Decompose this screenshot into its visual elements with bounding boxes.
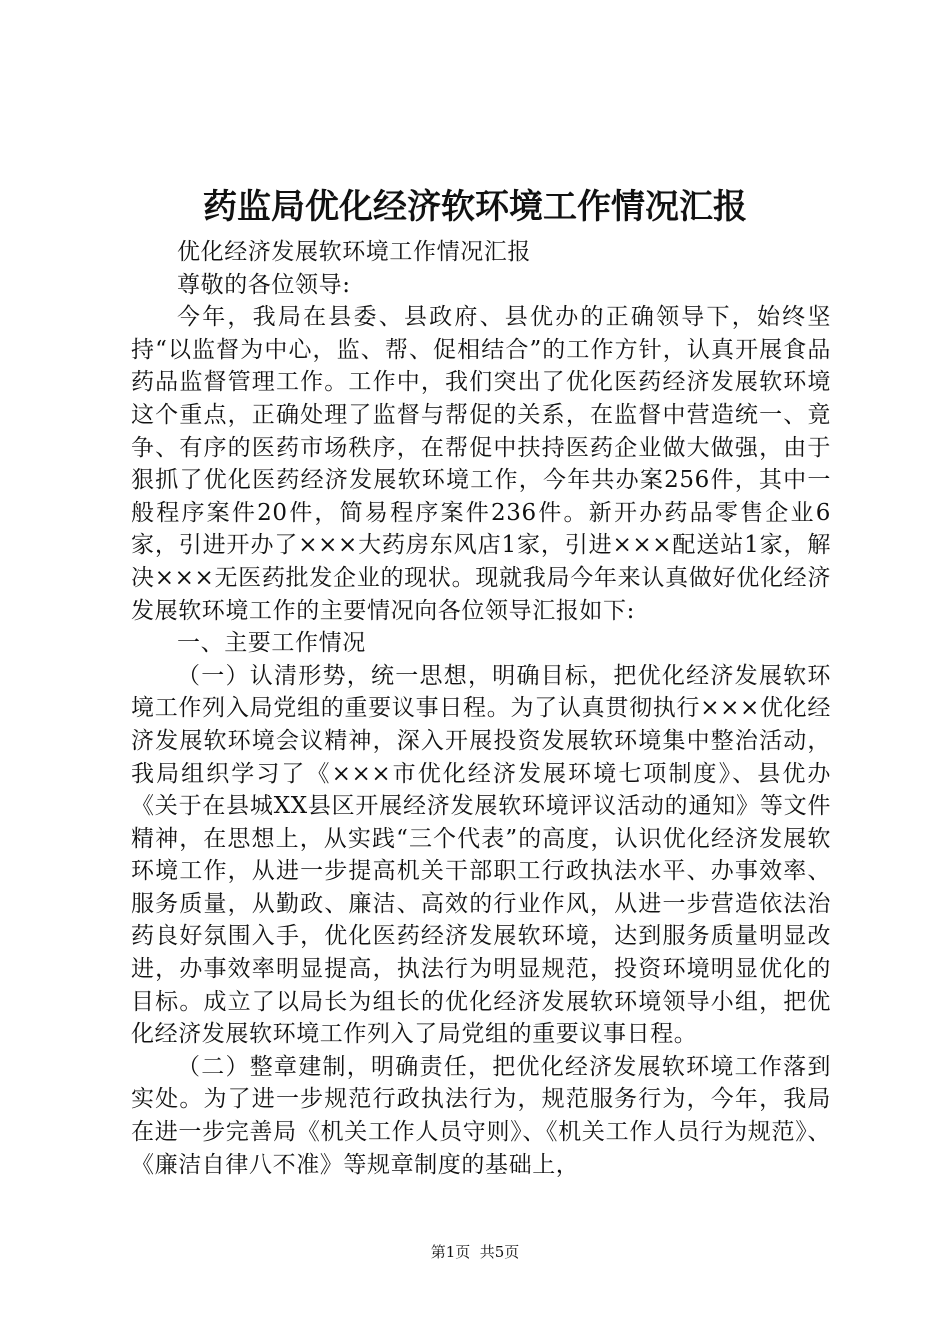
- page-footer: [0, 1242, 950, 1262]
- section-2-paragraph: （二）整章建制，明确责任，把优化经济发展软环境工作落到实处。为了进一步规范行政执法行为，规范服务行为，今年，我局在进一步完善局《机关工作人员守则》、《机关工作人员行为规范》、《廉洁自律八不准》等规章制度的基础上，: [131, 1053, 831, 1178]
- document-body: [131, 236, 831, 1181]
- section-heading: 一、主要工作情况: [177, 630, 366, 657]
- salutation-paragraph: 尊敬的各位领导:: [177, 271, 351, 298]
- section-1-paragraph: （一）认清形势，统一思想，明确目标，把优化经济发展软环境工作列入局党组的重要议事日程。为了认真贯彻执行×××优化经济发展软环境会议精神，深入开展投资发展软环境集中整治活动，我局组织学习了《×××市优化经济发展环境七项制度》、县优办《关于在县城XX县区开展经济发展软环境评议活动的通知》等文件精神，在思想上，从实践“三个代表”的高度，认识优化经济发展软环境工作，从进一步提高机关干部职工行政执法水平、办事效率、服务质量，从勤政、廉洁、高效的行业作风，从进一步营造依法治药良好氛围入手，优化医药经济发展软环境，达到服务质量明显改进，办事效率明显提高，执法行为明显规范，投资环境明显优化的目标。成立了以局长为组长的优化经济发展软环境领导小组，把优化经济发展软环境工作列入了局党组的重要议事日程。: [131, 662, 831, 1048]
- intro-paragraph: 今年，我局在县委、县政府、县优办的正确领导下，始终坚持“以监督为中心，监、帮、促相结合”的工作方针，认真开展食品药品监督管理工作。工作中，我们突出了优化医药经济发展软环境这个重点，正确处理了监督与帮促的关系，在监督中营造统一、竟争、有序的医药市场秩序，在帮促中扶持医药企业做大做强，由于狠抓了优化医药经济发展软环境工作，今年共办案256件，其中一般程序案件20件，简易程序案件236件。新开办药品零售企业6家，引进开办了×××大药房东风店1家，引进×××配送站1家，解决×××无医药批发企业的现状。现就我局今年来认真做好优化经济发展软环境工作的主要情况向各位领导汇报如下:: [131, 304, 831, 624]
- document-title: 药监局优化经济软环境工作情况汇报: [203, 187, 747, 227]
- page-number-label: 第1页 共5页: [430, 1243, 520, 1261]
- subtitle-paragraph: 优化经济发展软环境工作情况汇报: [177, 239, 531, 265]
